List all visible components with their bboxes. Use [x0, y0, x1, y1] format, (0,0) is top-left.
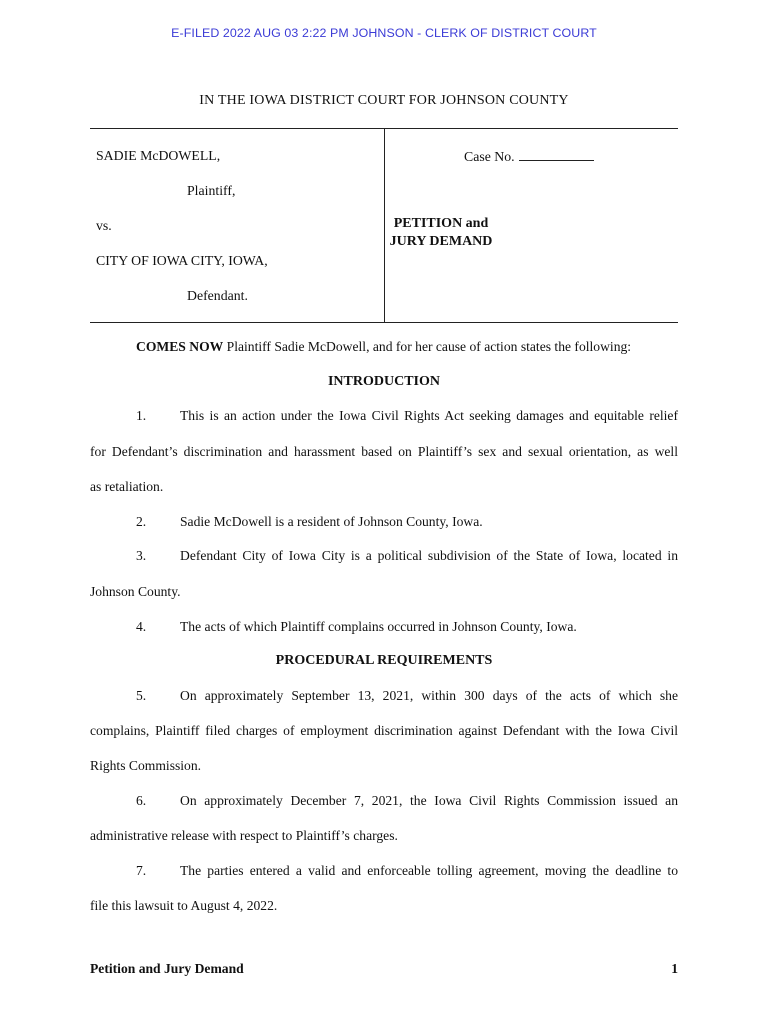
comes-now-text: Plaintiff Sadie McDowell, and for her cause of action states the following: — [223, 339, 632, 354]
comes-now-lead: COMES NOW — [136, 339, 224, 354]
case-number — [464, 148, 594, 165]
heading-introduction: INTRODUCTION — [327, 374, 440, 389]
paragraph-3-number: 3. — [136, 548, 147, 563]
paragraph-5-line-2: complains, Plaintiff filed charges of employment discrimination against Defendant with the Iowa Civil — [90, 723, 678, 738]
case-number-blank — [519, 148, 594, 161]
defendant-role: Defendant. — [187, 288, 248, 303]
paragraph-4-number: 4. — [136, 619, 147, 634]
document-title — [322, 215, 560, 251]
document-title-line1: PETITION and — [393, 216, 489, 231]
court-title: IN THE IOWA DISTRICT COURT FOR JOHNSON COUNTY — [199, 93, 569, 108]
paragraph-6-line-2: administrative release with respect to Plaintiff’s charges. — [90, 828, 398, 843]
paragraph-5-line-1: 5. On approximately September 13, 2021, within 300 days of the acts of which she — [136, 688, 678, 703]
comes-now-paragraph — [136, 339, 676, 355]
footer-title: Petition and Jury Demand — [90, 961, 244, 976]
paragraph-5-line-3: Rights Commission. — [90, 758, 202, 773]
heading-procedural-requirements: PROCEDURAL REQUIREMENTS — [275, 653, 493, 668]
defendant-name: CITY OF IOWA CITY, IOWA, — [96, 253, 268, 268]
paragraph-1-number: 1. — [136, 408, 147, 423]
document-title-line2: JURY DEMAND — [389, 234, 493, 249]
case-number-label: Case No. — [464, 149, 515, 164]
paragraph-4-line-1: 4. The acts of which Plaintiff complains occurred in Johnson County, Iowa. — [136, 619, 577, 634]
plaintiff-role: Plaintiff, — [187, 183, 236, 198]
paragraph-7-line-2: file this lawsuit to August 4, 2022. — [90, 898, 278, 913]
plaintiff-name: SADIE McDOWELL, — [96, 148, 221, 163]
paragraph-5-number: 5. — [136, 688, 147, 703]
paragraph-2-line-1: 2. Sadie McDowell is a resident of Johnson County, Iowa. — [136, 514, 483, 529]
paragraph-7-number: 7. — [136, 863, 147, 878]
paragraph-6-line-1: 6. On approximately December 7, 2021, the Iowa Civil Rights Commission issued an — [136, 793, 678, 808]
paragraph-3-line-1: 3. Defendant City of Iowa City is a political subdivision of the State of Iowa, located in — [136, 548, 678, 563]
efiled-stamp: E-FILED 2022 AUG 03 2:22 PM JOHNSON - CLERK OF DISTRICT COURT — [171, 26, 597, 40]
paragraph-2-number: 2. — [136, 514, 147, 529]
page-number: 1 — [671, 961, 678, 976]
paragraph-1-line-2: for Defendant’s discrimination and harassment based on Plaintiff’s sex and sexual orientation, as well — [90, 444, 678, 459]
paragraph-6-number: 6. — [136, 793, 147, 808]
paragraph-7-line-1: 7. The parties entered a valid and enforceable tolling agreement, moving the deadline to — [136, 863, 678, 878]
versus-label: vs. — [96, 218, 112, 233]
paragraph-3-line-2: Johnson County. — [90, 584, 181, 599]
paragraph-1-line-1: 1. This is an action under the Iowa Civil Rights Act seeking damages and equitable relief — [136, 408, 678, 423]
paragraph-1-line-3: as retaliation. — [90, 479, 164, 494]
